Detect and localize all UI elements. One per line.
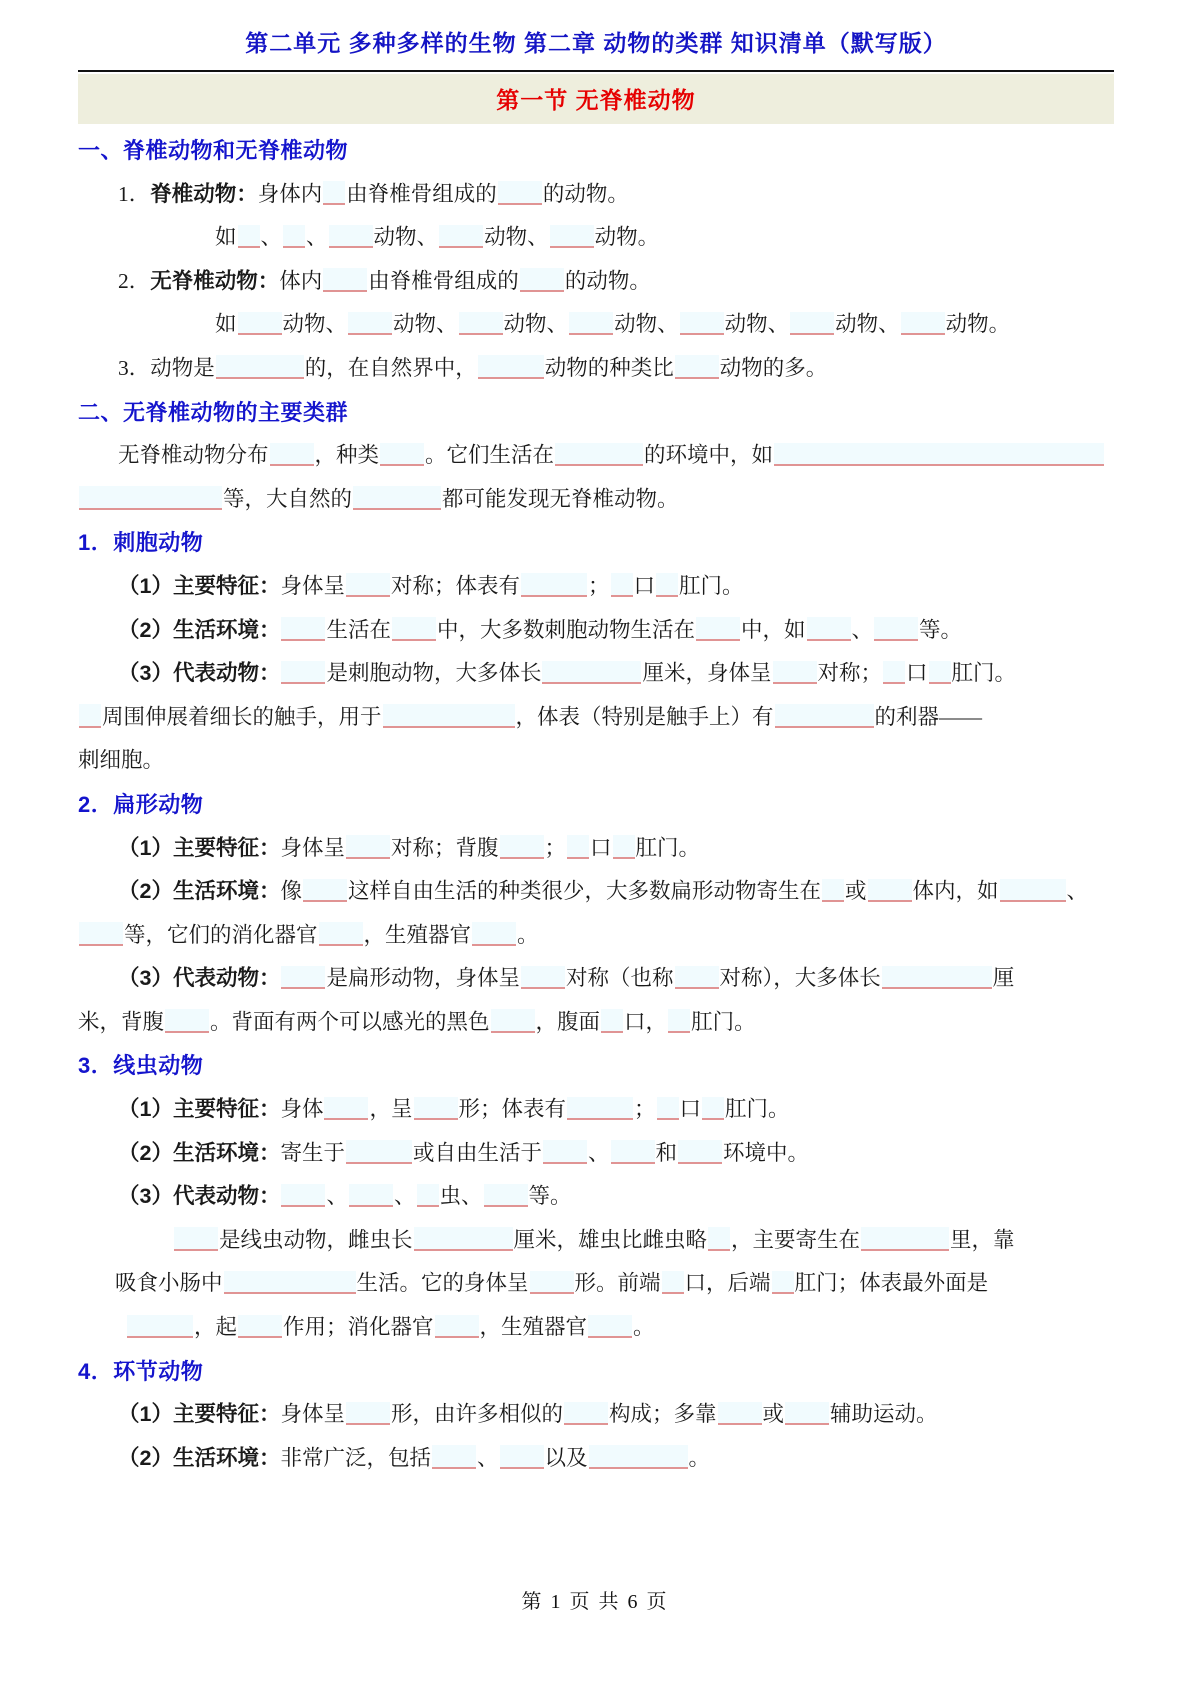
fill-in-blank: [500, 1445, 544, 1469]
text-line: [78, 609, 1114, 653]
body-text: 像 这样自由生活的种类很少，大多数扁形动物寄生在 或 体内，如 、: [280, 879, 1089, 904]
text-line: [78, 1088, 1114, 1132]
fill-in-blank: [491, 1009, 535, 1033]
document-lines: [78, 129, 1114, 1480]
text-line: [78, 739, 1114, 783]
body-text: 身体 ，呈 形；体表有 ； 口 肛门。: [280, 1097, 790, 1122]
fill-in-blank: [882, 966, 992, 990]
fill-in-blank: [346, 1402, 390, 1426]
fill-in-blank: [329, 225, 373, 249]
fill-in-blank: [281, 617, 325, 641]
body-text: 无脊椎动物分布 ，种类 。它们生活在 的环境中，如: [118, 443, 1105, 467]
section-heading: 2．扁形动物: [78, 791, 204, 817]
fill-in-blank: [380, 443, 424, 467]
body-text: 1．: [118, 181, 151, 206]
section-heading: 二、无脊椎动物的主要类群: [78, 399, 349, 425]
text-line: [78, 696, 1114, 740]
text-line: [78, 303, 1114, 347]
body-text: 等，它们的消化器官 ，生殖器官 。: [78, 923, 539, 947]
body-text: 吸食小肠中 生活。它的身体呈 形。前端 口，后端 肛门；体表最外面是: [115, 1271, 989, 1296]
fill-in-blank: [348, 312, 392, 336]
fill-in-blank: [588, 1315, 632, 1339]
text-line: [78, 1001, 1114, 1045]
fill-in-blank: [613, 835, 635, 859]
text-line: [78, 216, 1114, 260]
body-text: 米，背腹 。背面有两个可以感光的黑色 ，腹面 口， 肛门。: [78, 1009, 756, 1034]
fill-in-blank: [346, 835, 390, 859]
fill-in-blank: [346, 1140, 412, 1164]
fill-in-blank: [500, 835, 544, 859]
fill-in-blank: [435, 1315, 479, 1339]
fill-in-blank: [675, 966, 719, 990]
fill-in-blank: [675, 355, 719, 379]
body-text: 2．: [118, 268, 151, 293]
text-line: [78, 1175, 1114, 1219]
fill-in-blank: [521, 573, 587, 597]
document-title: 第二单元 多种多样的生物 第二章 动物的类群 知识清单（默写版）: [245, 30, 947, 56]
body-text: 刺细胞。: [78, 748, 165, 773]
body-text: 等，大自然的 都可能发现无脊椎动物。: [78, 487, 679, 511]
bold-label: （3）代表动物：: [118, 661, 281, 686]
body-text: 周围伸展着细长的触手，用于 ，体表（特别是触手上）有 的利器——: [78, 705, 982, 729]
fill-in-blank: [521, 966, 565, 990]
body-text: 非常广泛，包括 、 以及 。: [280, 1445, 711, 1470]
section-heading: 4．环节动物: [78, 1358, 204, 1384]
fill-in-blank: [929, 661, 951, 685]
horizontal-divider: [78, 70, 1114, 72]
text-line: [78, 478, 1114, 522]
fill-in-blank: [353, 486, 441, 510]
fill-in-blank: [680, 312, 724, 336]
fill-in-blank: [414, 1227, 513, 1251]
fill-in-blank: [775, 704, 874, 728]
section-heading: 1．刺胞动物: [78, 530, 204, 556]
fill-in-blank: [459, 312, 503, 336]
text-line: [78, 1219, 1114, 1263]
fill-in-blank: [439, 225, 483, 249]
fill-in-blank: [165, 1009, 209, 1033]
fill-in-blank: [883, 661, 905, 685]
fill-in-blank: [668, 1009, 690, 1033]
bold-label: （1）主要特征：: [118, 835, 281, 860]
bold-label: （2）生活环境：: [118, 617, 281, 642]
fill-in-blank: [216, 355, 304, 379]
page-number: 第 1 页 共 6 页: [521, 1591, 669, 1613]
bold-label: （2）生活环境：: [118, 1445, 281, 1470]
text-line: [78, 870, 1114, 914]
fill-in-blank: [772, 1271, 794, 1295]
fill-in-blank: [323, 268, 367, 292]
body-text: 身体内 由脊椎骨组成的 的动物。: [257, 181, 629, 206]
body-text: 如 动物、 动物、 动物、 动物、 动物、 动物、 动物。: [215, 312, 1011, 337]
fill-in-blank: [868, 879, 912, 903]
fill-in-blank: [822, 879, 844, 903]
body-text: 是线虫动物，雌虫长 厘米，雄虫比雌虫略 ，主要寄生在 里，靠: [173, 1228, 1015, 1252]
fill-in-blank: [656, 573, 678, 597]
bold-label: （1）主要特征：: [118, 1402, 281, 1427]
fill-in-blank: [174, 1227, 218, 1251]
section-heading: 3．线虫动物: [78, 1053, 204, 1079]
fill-in-blank: [702, 1097, 724, 1121]
fill-in-blank: [324, 1097, 368, 1121]
fill-in-blank: [567, 835, 589, 859]
body-text: 体内 由脊椎骨组成的 的动物。: [279, 268, 651, 293]
bold-label: （3）代表动物：: [118, 1184, 281, 1209]
bold-label: （1）主要特征：: [118, 573, 281, 598]
text-line: [78, 173, 1114, 217]
fill-in-blank: [498, 181, 542, 205]
text-line: [78, 434, 1114, 478]
bold-label: （2）生活环境：: [118, 879, 281, 904]
fill-in-blank: [520, 268, 564, 292]
fill-in-blank: [79, 704, 101, 728]
fill-in-blank: [567, 1097, 633, 1121]
fill-in-blank: [472, 922, 516, 946]
body-text: 生活在 中，大多数刺胞动物生活在 中，如 、 等。: [280, 618, 962, 642]
fill-in-blank: [807, 617, 851, 641]
fill-in-blank: [79, 922, 123, 946]
fill-in-blank: [484, 1184, 528, 1208]
body-text: 是刺胞动物，大多体长 厘米，身体呈 对称； 口 肛门。: [280, 661, 1016, 685]
fill-in-blank: [773, 661, 817, 685]
fill-in-blank: [1000, 879, 1066, 903]
text-line: [78, 827, 1114, 871]
fill-in-blank: [774, 443, 1104, 467]
fill-in-blank: [790, 312, 834, 336]
fill-in-blank: [283, 225, 305, 249]
fill-in-blank: [281, 966, 325, 990]
text-line: [78, 1262, 1114, 1306]
fill-in-blank: [718, 1402, 762, 1426]
fill-in-blank: [281, 1184, 325, 1208]
fill-in-blank: [785, 1402, 829, 1426]
body-text: 身体呈 对称；背腹 ； 口 肛门。: [280, 835, 701, 860]
fill-in-blank: [589, 1445, 688, 1469]
bold-label: （2）生活环境：: [118, 1140, 281, 1165]
fill-in-blank: [323, 181, 345, 205]
fill-in-blank: [417, 1184, 439, 1208]
fill-in-blank: [392, 617, 436, 641]
fill-in-blank: [874, 617, 918, 641]
fill-in-blank: [414, 1097, 458, 1121]
section-banner: 第一节 无脊椎动物: [78, 74, 1114, 124]
bold-label: 无脊椎动物：: [150, 268, 280, 293]
fill-in-blank: [861, 1227, 949, 1251]
body-text: 身体呈 对称；体表有 ； 口 肛门。: [280, 573, 744, 598]
fill-in-blank: [550, 225, 594, 249]
fill-in-blank: [601, 1009, 623, 1033]
fill-in-blank: [349, 1184, 393, 1208]
fill-in-blank: [678, 1140, 722, 1164]
bold-label: （1）主要特征：: [118, 1097, 281, 1122]
text-line: [78, 957, 1114, 1001]
fill-in-blank: [303, 879, 347, 903]
fill-in-blank: [662, 1271, 684, 1295]
fill-in-blank: [611, 1140, 655, 1164]
body-text: 寄生于 或自由生活于 、 和 环境中。: [280, 1140, 810, 1165]
text-line: [78, 914, 1114, 958]
fill-in-blank: [238, 312, 282, 336]
fill-in-blank: [319, 922, 363, 946]
fill-in-blank: [224, 1271, 356, 1295]
body-text: 如 、 、 动物、 动物、 动物。: [215, 225, 660, 250]
text-line: [78, 1306, 1114, 1350]
fill-in-blank: [543, 1140, 587, 1164]
text-line: [78, 565, 1114, 609]
fill-in-blank: [901, 312, 945, 336]
text-line: [78, 1393, 1114, 1437]
fill-in-blank: [79, 486, 222, 510]
text-line: [78, 652, 1114, 696]
body-text: 、 、 虫、 等。: [280, 1184, 571, 1208]
text-line: [78, 1132, 1114, 1176]
fill-in-blank: [542, 661, 641, 685]
fill-in-blank: [696, 617, 740, 641]
fill-in-blank: [708, 1227, 730, 1251]
fill-in-blank: [564, 1402, 608, 1426]
fill-in-blank: [383, 704, 515, 728]
fill-in-blank: [238, 225, 260, 249]
body-text: 3．动物是 的，在自然界中， 动物的种类比 动物的多。: [118, 355, 828, 380]
fill-in-blank: [530, 1271, 574, 1295]
fill-in-blank: [270, 443, 314, 467]
fill-in-blank: [555, 443, 643, 467]
bold-label: （3）代表动物：: [118, 966, 281, 991]
text-line: [78, 1437, 1114, 1481]
fill-in-blank: [238, 1315, 282, 1339]
body-text: 是扁形动物，身体呈 对称（也称 对称），大多体长 厘: [280, 966, 1014, 990]
fill-in-blank: [127, 1315, 193, 1339]
fill-in-blank: [478, 355, 544, 379]
text-line: [78, 260, 1114, 304]
fill-in-blank: [611, 573, 633, 597]
body-text: 身体呈 形，由许多相似的 构成；多靠 或 辅助运动。: [280, 1402, 938, 1427]
bold-label: 脊椎动物：: [150, 181, 258, 206]
body-text: ，起 作用；消化器官 ，生殖器官 。: [126, 1315, 655, 1339]
fill-in-blank: [569, 312, 613, 336]
fill-in-blank: [346, 573, 390, 597]
text-line: [78, 347, 1114, 391]
fill-in-blank: [281, 661, 325, 685]
section-heading: 一、脊椎动物和无脊椎动物: [78, 138, 349, 163]
fill-in-blank: [657, 1097, 679, 1121]
fill-in-blank: [432, 1445, 476, 1469]
